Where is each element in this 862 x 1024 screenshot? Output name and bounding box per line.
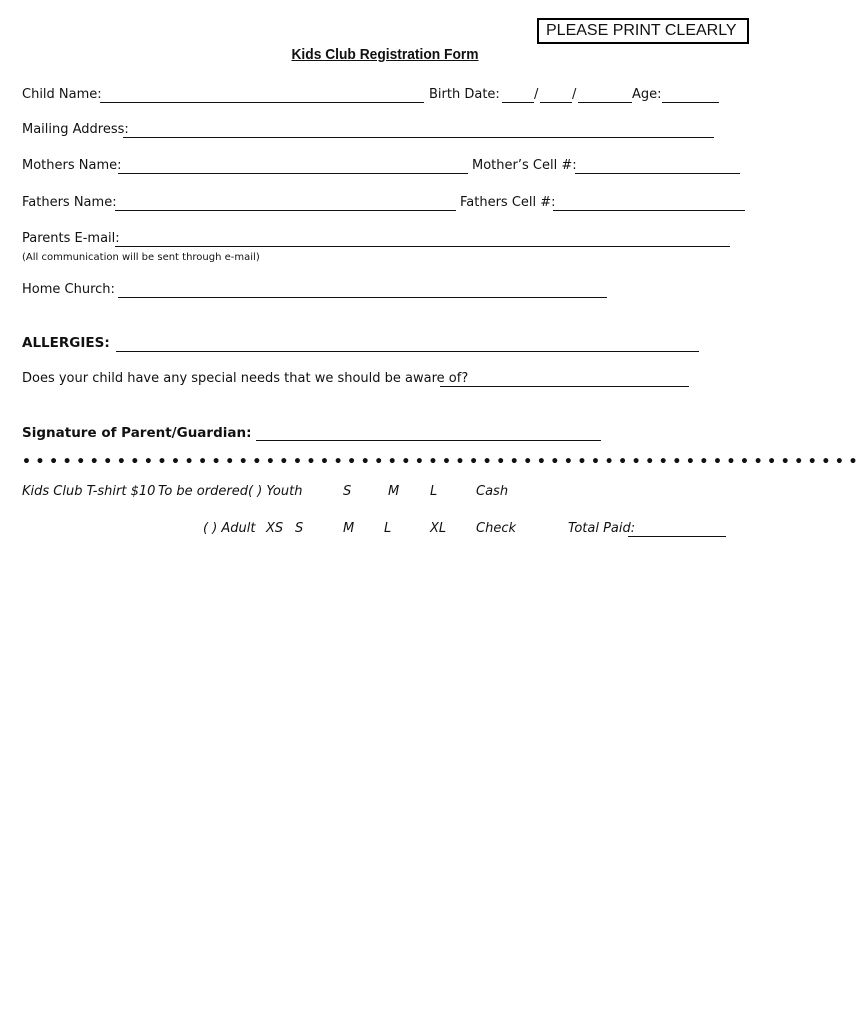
home-church-field[interactable] [118,297,607,298]
youth-size-l[interactable]: L [430,484,438,499]
adult-size-m[interactable]: M [343,521,355,536]
birth-date-label: Birth Date: [429,87,500,102]
adult-option[interactable]: ( ) Adult [203,521,256,536]
adult-size-xl[interactable]: XL [430,521,447,536]
age-field[interactable] [662,102,719,103]
mailing-address-field[interactable] [123,137,714,138]
payment-check[interactable]: Check [476,521,516,536]
fathers-cell-field[interactable] [553,210,745,211]
dotted-separator: •••••••••••••••••••••••••••••••••••••••••••••••••••••••••••••• [22,454,862,470]
mothers-cell-field[interactable] [575,173,740,174]
form-title: Kids Club Registration Form [291,46,479,63]
birth-month-field[interactable] [502,102,534,103]
date-separator: / [572,87,577,102]
signature-label: Signature of Parent/Guardian: [22,425,252,441]
date-separator: / [534,87,539,102]
fathers-name-label: Fathers Name: [22,195,117,210]
home-church-label: Home Church: [22,282,115,297]
mailing-address-label: Mailing Address: [22,122,129,137]
birth-day-field[interactable] [540,102,572,103]
youth-size-s[interactable]: S [343,484,352,499]
youth-option[interactable]: ( ) Youth [248,484,303,499]
allergies-field[interactable] [116,351,699,352]
birth-year-field[interactable] [578,102,632,103]
youth-size-m[interactable]: M [388,484,400,499]
parents-email-field[interactable] [115,246,730,247]
mothers-name-label: Mothers Name: [22,158,122,173]
email-note: (All communication will be sent through e-mail) [22,252,260,263]
total-paid-field[interactable] [628,536,726,537]
tshirt-label: Kids Club T-shirt $10 [22,484,156,499]
signature-field[interactable] [256,440,601,441]
child-name-field[interactable] [100,102,424,103]
parents-email-label: Parents E-mail: [22,231,120,246]
mothers-name-field[interactable] [118,173,468,174]
to-be-ordered-label: To be ordered [158,484,248,499]
mothers-cell-label: Mother’s Cell #: [472,158,577,173]
allergies-label: ALLERGIES: [22,335,110,351]
fathers-name-field[interactable] [115,210,456,211]
payment-cash[interactable]: Cash [476,484,509,499]
child-name-label: Child Name: [22,87,102,102]
total-paid-label: Total Paid: [568,521,636,536]
adult-size-l[interactable]: L [384,521,392,536]
fathers-cell-label: Fathers Cell #: [460,195,556,210]
adult-size-s[interactable]: S [295,521,304,536]
print-clearly-notice: PLEASE PRINT CLEARLY [537,18,749,44]
special-needs-label: Does your child have any special needs that we should be aware of? [22,371,469,386]
special-needs-field[interactable] [440,386,689,387]
adult-size-xs[interactable]: XS [266,521,284,536]
age-label: Age: [632,87,662,102]
